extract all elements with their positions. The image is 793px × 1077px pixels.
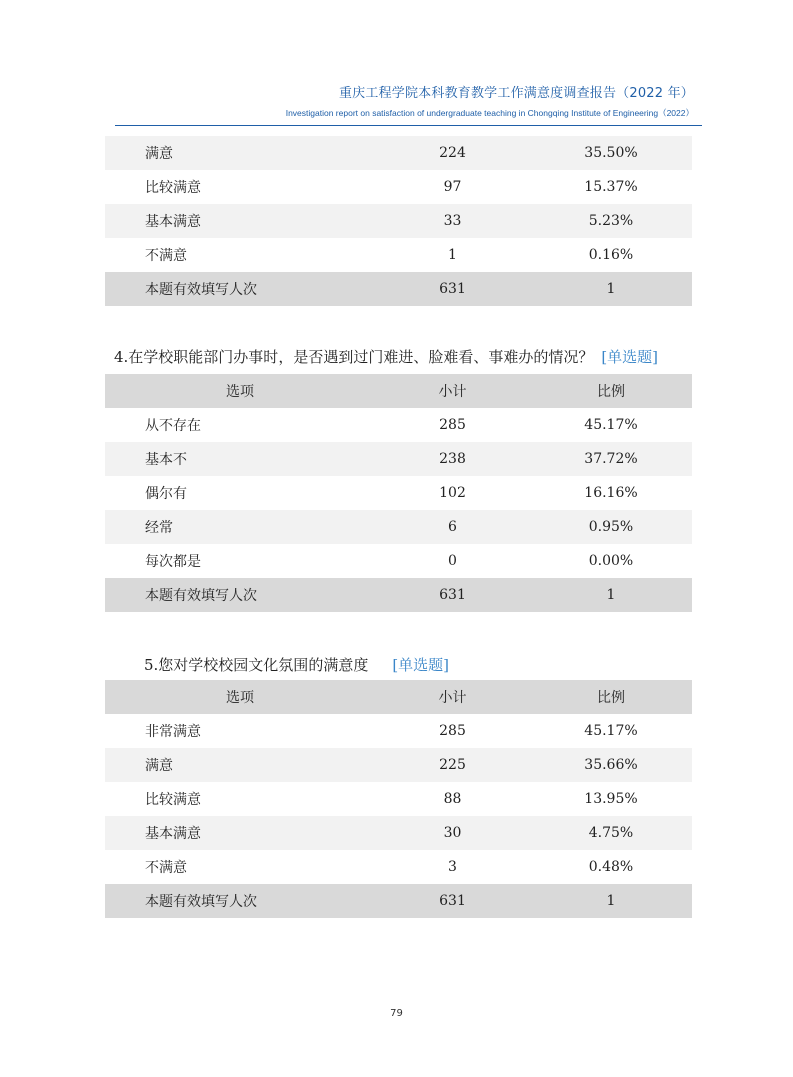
count-cell: 102 — [439, 485, 466, 501]
option-cell: 不满意 — [145, 248, 187, 264]
question-type-tag: [单选题] — [392, 656, 450, 674]
option-cell: 基本不 — [105, 442, 375, 476]
total-label: 本题有效填写人次 — [105, 884, 375, 918]
count-cell: 97 — [443, 179, 462, 195]
column-header-count: 小计 — [375, 680, 530, 714]
column-header-percent: 比例 — [530, 680, 692, 714]
total-row — [105, 272, 692, 306]
page-number: 79 — [390, 1008, 403, 1019]
percent-cell: 13.95% — [584, 791, 638, 807]
option-cell: 满意 — [105, 136, 375, 170]
question-4 — [114, 346, 658, 367]
count-cell: 285 — [439, 723, 466, 739]
table-row — [105, 204, 692, 238]
table-row — [105, 782, 692, 816]
table-header-row — [105, 374, 692, 408]
percent-cell: 37.72% — [530, 442, 692, 476]
option-cell: 比较满意 — [145, 180, 201, 196]
question-text: 5.您对学校校园文化氛围的满意度 — [144, 656, 369, 674]
total-count: 631 — [375, 578, 530, 612]
option-cell: 从不存在 — [145, 418, 201, 434]
total-count: 631 — [375, 884, 530, 918]
option-cell: 基本满意 — [105, 204, 375, 238]
table-row — [105, 238, 692, 272]
total-count: 631 — [375, 272, 530, 306]
count-cell: 0 — [448, 553, 457, 569]
question-5 — [144, 654, 449, 675]
table-row — [105, 136, 692, 170]
count-cell: 6 — [375, 510, 530, 544]
question-text: 4.在学校职能部门办事时，是否遇到过门难进、脸难看、事难办的情况？ — [114, 348, 594, 366]
count-cell: 225 — [375, 748, 530, 782]
option-cell: 比较满意 — [145, 792, 201, 808]
report-title: 重庆工程学院本科教育教学工作满意度调查报告（2022 年） — [338, 86, 694, 101]
percent-cell: 0.16% — [588, 247, 634, 263]
total-label: 本题有效填写人次 — [105, 578, 375, 612]
total-percent: 1 — [530, 578, 692, 612]
total-percent: 1 — [530, 272, 692, 306]
table-row — [105, 408, 692, 442]
option-cell: 非常满意 — [145, 724, 201, 740]
table-row — [105, 476, 692, 510]
percent-cell: 35.50% — [530, 136, 692, 170]
table-row — [105, 714, 692, 748]
table-row — [105, 850, 692, 884]
column-header-count: 小计 — [375, 374, 530, 408]
table-row — [105, 170, 692, 204]
column-header-option: 选项 — [105, 680, 375, 714]
count-cell: 238 — [375, 442, 530, 476]
percent-cell: 35.66% — [530, 748, 692, 782]
total-percent: 1 — [530, 884, 692, 918]
count-cell: 285 — [439, 417, 466, 433]
table-row — [105, 748, 692, 782]
percent-cell: 0.00% — [588, 553, 634, 569]
question-type-tag: [单选题] — [601, 348, 659, 366]
option-cell: 不满意 — [145, 860, 187, 876]
q5-results-table — [105, 680, 692, 918]
percent-cell: 16.16% — [584, 485, 638, 501]
header-divider — [115, 125, 702, 126]
count-cell: 3 — [448, 859, 457, 875]
table-row — [105, 544, 692, 578]
table-row — [105, 816, 692, 850]
q3-results-table — [105, 136, 692, 306]
table-row — [105, 510, 692, 544]
option-cell: 满意 — [105, 748, 375, 782]
percent-cell: 45.17% — [584, 723, 638, 739]
percent-cell: 15.37% — [584, 179, 638, 195]
option-cell: 经常 — [105, 510, 375, 544]
total-row — [105, 884, 692, 918]
count-cell: 88 — [443, 791, 462, 807]
option-cell: 每次都是 — [145, 554, 201, 570]
column-header-percent: 比例 — [530, 374, 692, 408]
q4-results-table — [105, 374, 692, 612]
table-header-row — [105, 680, 692, 714]
count-cell: 224 — [375, 136, 530, 170]
option-cell: 基本满意 — [105, 816, 375, 850]
total-label: 本题有效填写人次 — [105, 272, 375, 306]
table-row — [105, 442, 692, 476]
count-cell: 33 — [375, 204, 530, 238]
percent-cell: 0.95% — [530, 510, 692, 544]
option-cell: 偶尔有 — [145, 486, 187, 502]
column-header-option: 选项 — [105, 374, 375, 408]
report-subtitle: Investigation report on satisfaction of undergraduate teaching in Chongqing Institute of Engineering（2022） — [285, 108, 694, 118]
percent-cell: 4.75% — [530, 816, 692, 850]
percent-cell: 45.17% — [584, 417, 638, 433]
percent-cell: 5.23% — [530, 204, 692, 238]
percent-cell: 0.48% — [588, 859, 634, 875]
count-cell: 30 — [375, 816, 530, 850]
total-row — [105, 578, 692, 612]
count-cell: 1 — [448, 247, 457, 263]
